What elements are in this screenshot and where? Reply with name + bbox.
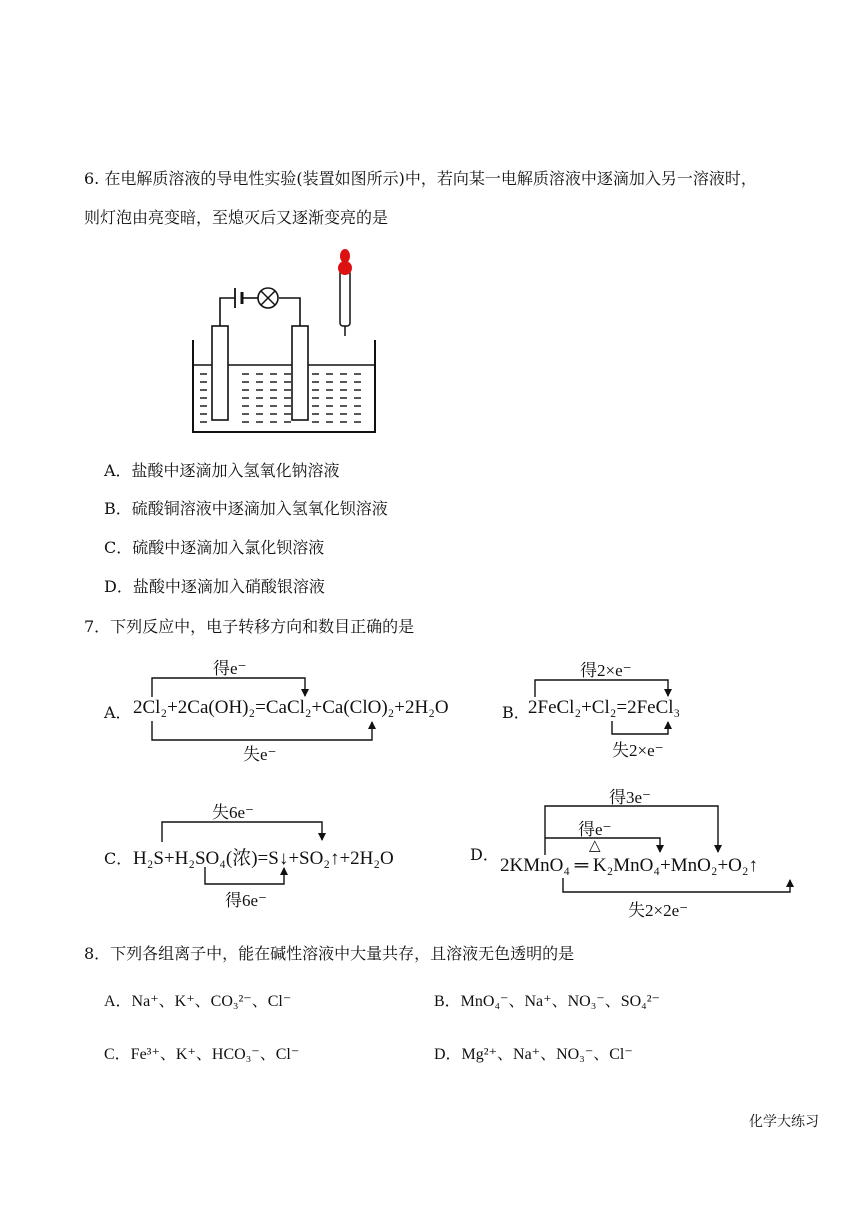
q6-stem-line1: 6. 在电解质溶液的导电性实验(装置如图所示)中，若向某一电解质溶液中逐滴加入另一溶液时， — [84, 169, 757, 188]
q7d-outer-gain-arrow — [545, 806, 718, 855]
q7b-gain-label: 得2×e⁻ — [580, 661, 632, 680]
q7c-loss-label: 失6e⁻ — [212, 803, 255, 822]
q7d-letter: D． — [470, 845, 499, 864]
q7b-equation: 2FeCl₂+Cl₂=2FeCl₃ — [528, 697, 681, 718]
q7a-equation: 2Cl₂+2Ca(OH)₂=CaCl₂+Ca(ClO)₂+2H₂O — [133, 697, 449, 718]
q7a-letter: A． — [104, 703, 132, 722]
q7a-gain-label: 得e⁻ — [213, 659, 247, 678]
q6-option-c: C．硫酸中逐滴加入氯化钡溶液 — [104, 538, 325, 557]
q7-stem: 7．下列反应中，电子转移方向和数目正确的是 — [84, 617, 415, 636]
q7b-loss-arrow — [612, 721, 668, 734]
q7d-equation: 2KMnO₄ ═ K₂MnO₄+MnO₂+O₂↑ — [500, 855, 759, 876]
q7d-outer-gain-label: 得3e⁻ — [609, 788, 652, 807]
q8-stem: 8．下列各组离子中，能在碱性溶液中大量共存，且溶液无色透明的是 — [84, 944, 575, 963]
q7c-equation: H₂S+H₂SO₄(浓)=S↓+SO₂↑+2H₂O — [133, 848, 394, 869]
q6-stem-line2: 则灯泡由亮变暗，至熄灭后又逐渐变亮的是 — [84, 208, 389, 227]
q7a-loss-label: 失e⁻ — [243, 745, 277, 764]
q7d-loss-arrow — [563, 878, 790, 892]
q7b-gain-arrow — [535, 680, 668, 697]
q7c-loss-arrow — [162, 822, 322, 842]
q8-option-c: C．Fe³⁺、K⁺、HCO₃⁻、Cl⁻ — [104, 1046, 300, 1063]
q7b-loss-label: 失2×e⁻ — [612, 741, 664, 760]
q7a-loss-arrow — [152, 721, 372, 740]
q7a-gain-arrow — [152, 678, 305, 697]
q7c-letter: C． — [104, 849, 133, 868]
q6-option-a: A．盐酸中逐滴加入氢氧化钠溶液 — [104, 461, 340, 480]
q7b-letter: B． — [502, 703, 530, 722]
q8-option-b: B．MnO₄⁻、Na⁺、NO₃⁻、SO₄²⁻ — [434, 993, 660, 1010]
q8-option-a: A．Na⁺、K⁺、CO₃²⁻、Cl⁻ — [104, 993, 292, 1010]
q7d-heat-symbol: △ — [589, 838, 601, 854]
q7d-inner-gain-arrow — [545, 838, 660, 852]
q7d-inner-gain-label: 得e⁻ — [578, 820, 612, 839]
q6-option-b: B．硫酸铜溶液中逐滴加入氢氧化钡溶液 — [104, 499, 388, 518]
q7d-loss-label: 失2×2e⁻ — [628, 901, 689, 920]
q7c-gain-label: 得6e⁻ — [225, 891, 268, 910]
page-footer: 化学大练习 — [749, 1114, 819, 1130]
q8-option-d: D．Mg²⁺、Na⁺、NO₃⁻、Cl⁻ — [434, 1046, 633, 1063]
q6-option-d: D．盐酸中逐滴加入硝酸银溶液 — [104, 577, 325, 596]
